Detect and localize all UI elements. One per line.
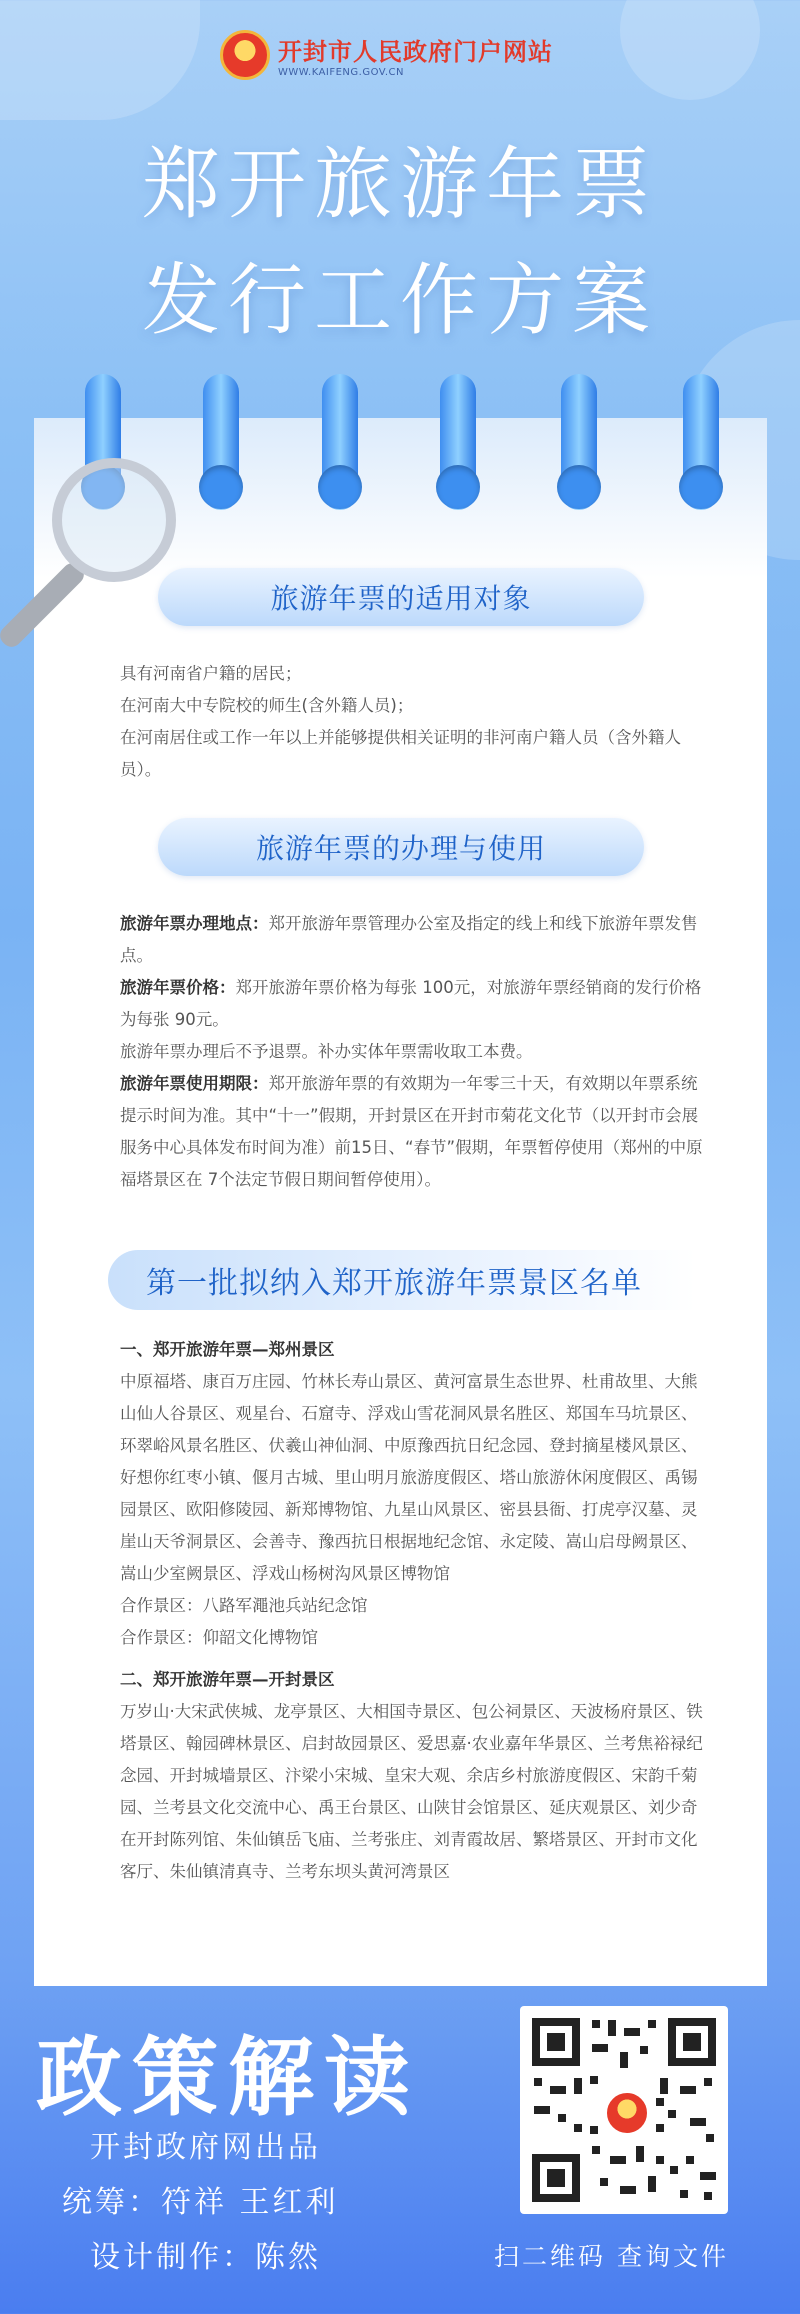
usage-place-label: 旅游年票办理地点： — [120, 914, 269, 933]
section-heading-usage: 旅游年票的办理与使用 — [158, 818, 644, 876]
usage-price-text: 郑开旅游年票价格为每张 100元，对旅游年票经销商的发行价格为每张 90元。 — [120, 978, 702, 1029]
usage-refund: 旅游年票办理后不予退票。补办实体年票需收取工本费。 — [120, 1042, 533, 1061]
site-name: 开封市人民政府门户网站 — [278, 38, 553, 66]
usage-price — [120, 972, 705, 1036]
qr-emblem-icon — [604, 2090, 650, 2136]
zhengzhou-coop: 合作景区：八路军澠池兵站纪念馆 — [120, 1596, 368, 1615]
designer-credit: 设计制作：陈然 — [90, 2240, 321, 2275]
site-url: WWW.KAIFENG.GOV.CN — [278, 67, 404, 78]
bg-bubble — [0, 0, 200, 120]
section-heading-eligibility: 旅游年票的适用对象 — [158, 568, 644, 626]
binder-hole — [679, 465, 723, 509]
page-title-line2: 发行工作方案 — [141, 256, 658, 346]
producer-credit: 开封政府网出品 — [90, 2130, 321, 2165]
zhengzhou-list: 中原福塔、康百万庄园、竹林长寿山景区、黄河富景生态世界、杜甫故里、大熊山仙人谷景区、观星台、石窟寺、浮戏山雪花洞风景名胜区、郑国车马坑景区、环翠峪风景名胜区、伏羲山神仙洞、中原豫西抗日纪念园、登封摘星楼风景区、好想你红枣小镇、偃月古城、里山明月旅游度假区、塔山旅游休闲度假区、禹锡园景区、欧阳修陵园、新郑博物馆、九星山风景区、密县县衙、打虎亭汉墓、灵崖山天爷洞景区、会善寺、豫西抗日根据地纪念馆、永定陵、嵩山启母阙景区、嵩山少室阙景区、浮戏山杨树沟风景区博物馆 — [120, 1372, 698, 1583]
usage-text — [120, 908, 705, 1196]
zhengzhou-coop: 合作景区：仰韶文化博物馆 — [120, 1628, 318, 1647]
usage-period-label: 旅游年票使用期限： — [120, 1074, 269, 1093]
usage-place — [120, 908, 705, 972]
scan-qr-text: 扫二维码 查询文件 — [494, 2242, 729, 2271]
usage-place-text: 郑开旅游年票管理办公室及指定的线上和线下旅游年票发售点。 — [120, 914, 698, 965]
usage-price-label: 旅游年票价格： — [120, 978, 236, 997]
eligibility-text — [120, 658, 705, 786]
eligibility-line: 在河南居住或工作一年以上并能够提供相关证明的非河南户籍人员（含外籍人员）。 — [120, 728, 681, 779]
binder-hole — [436, 465, 480, 509]
zhengzhou-heading: 一、郑开旅游年票—郑州景区 — [120, 1340, 335, 1359]
eligibility-line: 在河南大中专院校的师生(含外籍人员)； — [120, 696, 414, 715]
bg-bubble — [620, 0, 760, 100]
binder-hole — [199, 465, 243, 509]
qr-code[interactable] — [520, 2006, 728, 2214]
coordinator-credit: 统筹：符祥 王红利 — [62, 2185, 339, 2220]
scenic-list-text — [120, 1334, 705, 1888]
kaifeng-heading: 二、郑开旅游年票—开封景区 — [120, 1670, 335, 1689]
usage-period-text: 郑开旅游年票的有效期为一年零三十天，有效期以年票系统提示时间为准。其中“十一”假期，开封景区在开封市菊花文化节（以开封市会展服务中心具体发布时间为准）前15日、“春节”假期，年票暂停使用（郑州的中原福塔景区在 7个法定节假日期间暂停使用）。 — [120, 1074, 703, 1189]
page-title-line1: 郑开旅游年票 — [141, 140, 658, 230]
binder-hole — [557, 465, 601, 509]
usage-period — [120, 1068, 705, 1196]
national-emblem-icon — [220, 30, 270, 80]
kaifeng-list: 万岁山·大宋武侠城、龙亭景区、大相国寺景区、包公祠景区、天波杨府景区、铁塔景区、翰园碑林景区、启封故园景区、爱思嘉·农业嘉年华景区、兰考焦裕禄纪念园、开封城墙景区、汴梁小宋城、皇宋大观、余店乡村旅游度假区、宋韵千菊园、兰考县文化交流中心、禹王台景区、山陕甘会馆景区、延庆观景区、刘少奇在开封陈列馆、朱仙镇岳飞庙、兰考张庄、刘青霞故居、繁塔景区、开封市文化客厅、朱仙镇清真寺、兰考东坝头黄河湾景区 — [120, 1702, 703, 1881]
binder-hole — [318, 465, 362, 509]
section-heading-scenic-list: 第一批拟纳入郑开旅游年票景区名单 — [108, 1250, 696, 1310]
magnifier-icon — [52, 458, 176, 582]
site-header — [220, 30, 553, 80]
eligibility-line: 具有河南省户籍的居民； — [120, 664, 302, 683]
policy-title: 政策解读 — [36, 2028, 420, 2128]
